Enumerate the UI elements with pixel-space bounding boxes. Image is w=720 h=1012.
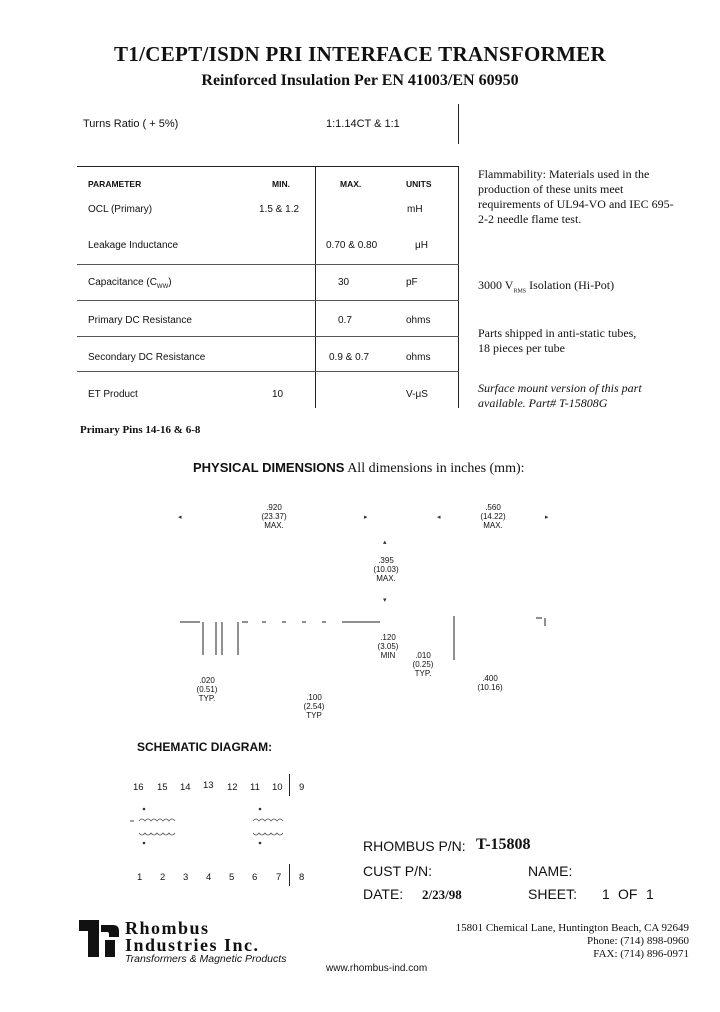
rhombus-pn-label: RHOMBUS P/N:: [363, 838, 466, 854]
col-header-parameter: PARAMETER: [88, 179, 142, 189]
company-website[interactable]: www.rhombus-ind.com: [326, 963, 428, 974]
table-cell-units: pF: [406, 277, 418, 288]
col-header-units: UNITS: [406, 179, 432, 189]
table-top-rule: [77, 166, 459, 167]
table-cell-parameter: Capacitance $(C_{WW})$: [88, 277, 172, 290]
pin-label: 9: [299, 782, 305, 793]
primary-pins-note: Primary Pins 14-16 & 6-8: [80, 424, 201, 436]
arrow-right-icon: ▸: [364, 514, 368, 521]
company-name-line2: Industries Inc.: [125, 935, 260, 955]
date-value: 2/23/98: [422, 887, 462, 902]
company-fax: FAX: (714) 896-0971: [593, 948, 689, 960]
pin-label: 13: [203, 780, 214, 791]
table-cell-units: mH: [407, 204, 423, 215]
transformer-windings-drawing: [125, 805, 315, 855]
flammability-note: Flammability: Materials used in the production of these units meet requirements of UL94-VO and IEC 695-2-2 needle flame test.: [478, 167, 674, 226]
table-cell-parameter: ET Product: [88, 389, 138, 400]
company-tagline: Transformers & Magnetic Products: [125, 953, 287, 965]
row-divider: [77, 264, 459, 265]
pin-label: 7: [276, 872, 282, 883]
table-cell-max: 30: [338, 277, 350, 288]
pin-label: 1: [137, 872, 143, 883]
rhombus-pn-value: T-15808: [476, 836, 531, 853]
pin-label: 3: [183, 872, 189, 883]
dim-lead-width-label: .020 (0.51) TYP.: [196, 676, 218, 703]
arrow-left-icon: ◂: [178, 514, 182, 521]
sheet-total: 1: [646, 886, 654, 902]
col-header-max: MAX.: [340, 179, 362, 189]
row-divider: [77, 300, 459, 301]
pin-label: 15: [157, 782, 168, 793]
arrow-right-icon: ▸: [545, 514, 549, 521]
row-divider: [77, 336, 459, 337]
isolation-note: 3000 $V_{RMS}$ Isolation (Hi-Pot): [478, 278, 615, 295]
schematic-heading: SCHEMATIC DIAGRAM:: [137, 740, 273, 754]
dim-length-label: .920 (23.37) MAX.: [261, 503, 287, 530]
table-cell-parameter: OCL (Primary): [88, 204, 153, 215]
col-header-min: MIN.: [272, 179, 290, 189]
physical-dimensions-heading: PHYSICAL DIMENSIONS All dimensions in inches (mm):: [193, 460, 525, 476]
document-subtitle: Reinforced Insulation Per EN 41003/EN 60950: [201, 72, 519, 89]
component-outline-drawing: [170, 610, 560, 670]
table-cell-max: 0.70 & 0.80: [326, 240, 378, 251]
shipping-note: Parts shipped in anti-static tubes, 18 pieces per tube: [478, 326, 637, 355]
table-cell-parameter: Primary DC Resistance: [88, 315, 192, 326]
dim-width-label: .560 (14.22) MAX.: [480, 503, 506, 530]
date-label: DATE:: [363, 886, 404, 902]
pin-label: 11: [250, 782, 260, 793]
company-phone: Phone: (714) 898-0960: [586, 935, 689, 947]
pin-label: 4: [206, 872, 212, 883]
turns-ratio-label: Turns Ratio ( + 5%): [83, 118, 179, 130]
row-divider: [77, 371, 459, 372]
pin-label: 10: [272, 782, 283, 793]
schematic-divider: [289, 774, 290, 796]
document-title: T1/CEPT/ISDN PRI INTERFACE TRANSFORMER: [114, 42, 606, 66]
dim-standoff-label: .120 (3.05) MIN: [377, 633, 399, 660]
turns-ratio-value: 1:1.14CT & 1:1: [326, 118, 400, 130]
dim-row-spacing-label: .400 (10.16): [477, 674, 503, 692]
cust-pn-label: CUST P/N:: [363, 863, 432, 879]
table-cell-units: ohms: [406, 352, 431, 363]
table-cell-parameter: Secondary DC Resistance: [88, 352, 206, 363]
dim-height-label: .395 (10.03) MAX.: [373, 556, 399, 583]
dim-lead-thickness-label: .010 (0.25) TYP.: [412, 651, 434, 678]
company-address: 15801 Chemical Lane, Huntington Beach, CA 92649: [455, 922, 689, 934]
sheet-label: SHEET:: [528, 886, 578, 902]
table-cell-units: ohms: [406, 315, 431, 326]
company-name-line1: Rhombus: [125, 918, 210, 938]
pin-label: 8: [299, 872, 305, 883]
pin-label: 6: [252, 872, 258, 883]
table-cell-parameter: Leakage Inductance: [88, 240, 179, 251]
pin-label: 14: [180, 782, 191, 793]
table-cell-min: 10: [272, 389, 284, 400]
pin-label: 5: [229, 872, 235, 883]
turns-ratio-divider: [458, 104, 459, 144]
dim-pitch-label: .100 (2.54) TYP: [303, 693, 325, 720]
table-cell-min: 1.5 & 1.2: [259, 204, 300, 215]
sheet-of-label: OF: [618, 886, 638, 902]
schematic-divider: [289, 864, 290, 886]
table-cell-units: μH: [415, 240, 428, 251]
arrow-left-icon: ◂: [437, 514, 441, 521]
sheet-number: 1: [602, 886, 610, 902]
table-cell-units: V-μS: [406, 389, 428, 400]
name-label: NAME:: [528, 863, 573, 879]
arrow-up-icon: ▴: [383, 539, 387, 546]
table-cell-max: 0.7: [338, 315, 352, 326]
table-cell-max: 0.9 & 0.7: [329, 352, 370, 363]
arrow-down-icon: ▾: [383, 597, 387, 604]
pin-label: 2: [160, 872, 166, 883]
smt-note: Surface mount version of this part available. Part# T-15808G: [478, 381, 642, 410]
company-logo: [78, 918, 120, 958]
pin-label: 16: [133, 782, 144, 793]
pin-label: 12: [227, 782, 238, 793]
